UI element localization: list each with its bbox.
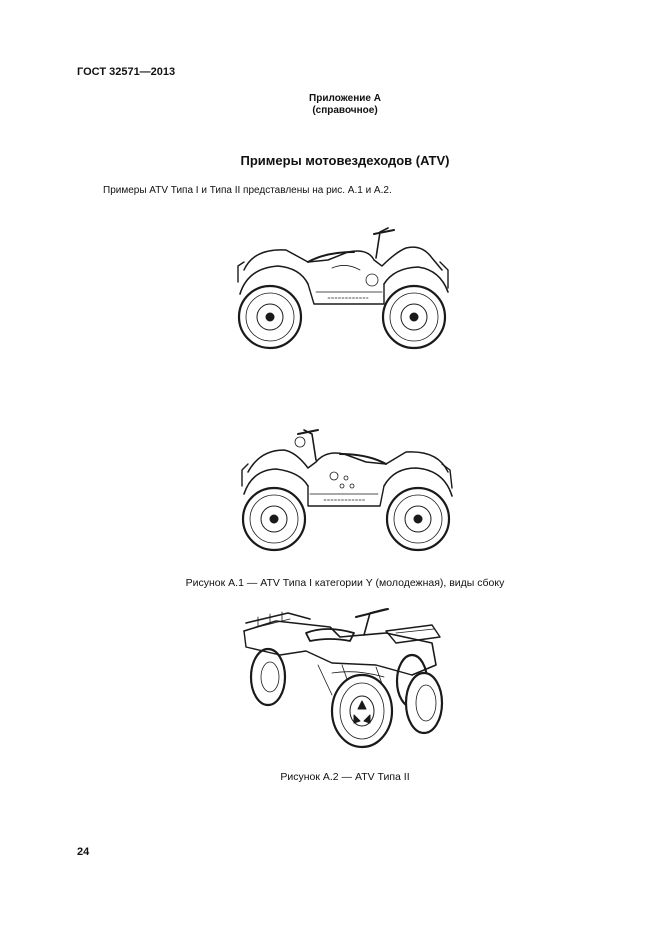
section-title: Примеры мотовездеходов (ATV) xyxy=(240,153,450,168)
atv-type1-side-view-right xyxy=(236,222,456,362)
figure-a1-caption: Рисунок А.1 — ATV Типа I категории Y (молодежная), виды сбоку xyxy=(185,577,505,589)
atv-type1-side-view-left xyxy=(238,424,458,566)
annex-title: Приложение А xyxy=(309,93,381,104)
atv-type2-three-quarter-view xyxy=(236,603,446,751)
figure-a2-caption: Рисунок А.2 — ATV Типа II xyxy=(280,771,410,783)
intro-paragraph: Примеры ATV Типа I и Типа II представлены на рис. А.1 и А.2. xyxy=(103,185,392,196)
annex-note: (справочное) xyxy=(312,105,378,116)
annex-heading xyxy=(0,93,661,117)
document-header: ГОСТ 32571—2013 xyxy=(77,66,176,78)
page-number: 24 xyxy=(77,846,90,858)
